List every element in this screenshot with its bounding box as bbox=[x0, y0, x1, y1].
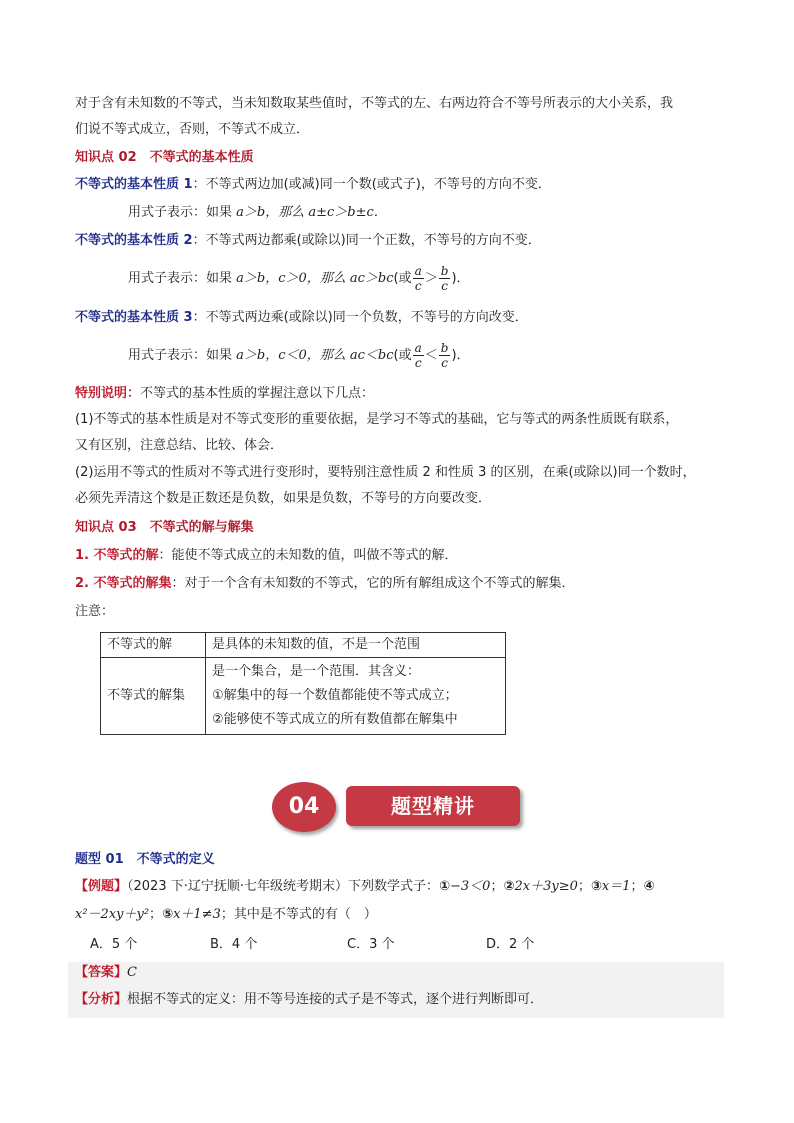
property-2-text: ：不等式两边都乘(或除以)同一个正数，不等号的方向不变． bbox=[192, 233, 541, 248]
denominator: c bbox=[414, 279, 422, 293]
denominator: c bbox=[441, 356, 448, 370]
expression-prefix: 用式子表示：如果 bbox=[128, 271, 237, 286]
answer-line bbox=[75, 963, 137, 983]
example-line-1: 【例题】（2023 下·辽宁抚顺·七年级统考期末）下列数学式子：①−3＜0；②2x＋3y≥0；③x＝1；④ bbox=[75, 879, 655, 894]
expression-prefix: 用式子表示：如果 bbox=[128, 348, 237, 363]
intro-line-2: 们说不等式成立，否则，不等式不成立． bbox=[75, 122, 310, 137]
analysis-tag: 【分析】 bbox=[75, 992, 128, 1007]
section-title-banner: 题型精讲 bbox=[346, 786, 520, 826]
answer-tag: 【答案】 bbox=[75, 965, 128, 980]
example-question: ；其中是不等式的有（ ） bbox=[220, 907, 377, 922]
section-number-badge: 04 bbox=[272, 782, 336, 832]
table-row bbox=[101, 633, 506, 658]
expression-or: (或 bbox=[393, 271, 412, 286]
example-line-2: x²－2xy＋y²；⑤x＋1≠3；其中是不等式的有（ ） bbox=[75, 907, 377, 922]
item-marker: ④ bbox=[643, 879, 655, 894]
definition-1-text: ：能使不等式成立的未知数的值，叫做不等式的解． bbox=[158, 548, 458, 563]
property-1-title: 不等式的基本性质 1 bbox=[75, 177, 193, 192]
numerator: b bbox=[440, 264, 449, 278]
item-marker: ③ bbox=[590, 879, 602, 894]
expression-math: a＞b，那么 a±c＞b±c． bbox=[236, 205, 387, 220]
question-type-01-heading: 题型 01 不等式的定义 bbox=[75, 852, 215, 867]
special-note-p1-line-2: 又有区别，注意总结、比较、体会． bbox=[75, 438, 284, 453]
special-note-p2-line-2: 必须先弄清这个数是正数还是负数，如果是负数，不等号的方向要改变． bbox=[75, 491, 492, 506]
relation: ＜ bbox=[424, 348, 438, 363]
property-3-title: 不等式的基本性质 3 bbox=[75, 310, 193, 325]
denominator: c bbox=[414, 356, 422, 370]
property-3-expression bbox=[128, 339, 470, 373]
definition-2-text: ：对于一个含有未知数的不等式，它的所有解组成这个不等式的解集． bbox=[171, 576, 575, 591]
special-note-p2-line-1: (2)运用不等式的性质对不等式进行变形时，要特别注意性质 2 和性质 3 的区别，在乘(或除以)同一个数时， bbox=[75, 465, 696, 480]
example-tag: 【例题】 bbox=[75, 879, 128, 894]
numerator: a bbox=[414, 341, 422, 355]
knowledge-point-02-heading: 知识点 02 不等式的基本性质 bbox=[75, 150, 254, 165]
special-note bbox=[75, 384, 374, 404]
relation: ＞ bbox=[424, 271, 438, 286]
fraction-b-over-c bbox=[439, 264, 451, 293]
table-cell bbox=[206, 658, 506, 735]
option-d: D．2 个 bbox=[486, 937, 535, 952]
expression: x＋1≠3 bbox=[173, 907, 221, 922]
expression-prefix: 用式子表示：如果 bbox=[128, 205, 237, 220]
analysis-line bbox=[75, 990, 543, 1010]
definition-1-label: 1. 不等式的解 bbox=[75, 548, 159, 563]
table-cell: 是具体的未知数的值，不是一个范围 bbox=[206, 633, 506, 658]
note-label: 注意： bbox=[75, 604, 115, 619]
expression: 2x＋3y≥0 bbox=[514, 879, 578, 894]
expression: −3＜0 bbox=[450, 879, 491, 894]
expression-end: )． bbox=[451, 271, 470, 286]
example-source: （2023 下·辽宁抚顺·七年级统考期末）下列数学式子： bbox=[127, 879, 439, 894]
expression-or: (或 bbox=[393, 348, 412, 363]
property-1-expression bbox=[128, 203, 387, 223]
table-row bbox=[101, 658, 506, 735]
expression-math: a＞b，c＞0，那么 ac＞bc bbox=[236, 271, 394, 286]
property-3-text: ：不等式两边乘(或除以)同一个负数，不等号的方向改变． bbox=[192, 310, 528, 325]
table-cell-line: ①解集中的每一个数值都能使不等式成立； bbox=[212, 688, 458, 703]
table-cell: 不等式的解 bbox=[101, 633, 206, 658]
property-2-expression bbox=[128, 262, 470, 296]
expression-end: )． bbox=[451, 348, 470, 363]
numerator: b bbox=[440, 341, 449, 355]
item-marker: ⑤ bbox=[162, 907, 174, 922]
table-cell-line: 是一个集合，是一个范围．其含义： bbox=[212, 664, 421, 679]
table-cell: 不等式的解集 bbox=[101, 658, 206, 735]
definition-2 bbox=[75, 574, 575, 594]
fraction-a-over-c bbox=[413, 341, 424, 370]
special-note-text: 不等式的基本性质的掌握注意以下几点： bbox=[140, 386, 375, 401]
table-cell-line: ②能够使不等式成立的所有数值都在解集中 bbox=[212, 712, 458, 727]
numerator: a bbox=[414, 264, 422, 278]
property-3 bbox=[75, 308, 528, 328]
knowledge-point-03-heading: 知识点 03 不等式的解与解集 bbox=[75, 520, 254, 535]
fraction-b-over-c bbox=[439, 341, 451, 370]
item-marker: ① bbox=[439, 879, 451, 894]
special-note-p1-line-1: (1)不等式的基本性质是对不等式变形的重要依据，是学习不等式的基础，它与等式的两条性质既有联系， bbox=[75, 412, 679, 427]
expression: x²－2xy＋y² bbox=[75, 907, 150, 922]
note-table bbox=[100, 632, 506, 735]
answer-value: C bbox=[127, 965, 137, 980]
property-2 bbox=[75, 231, 541, 251]
denominator: c bbox=[441, 279, 448, 293]
special-note-label: 特别说明： bbox=[75, 386, 141, 401]
option-a: A．5 个 bbox=[90, 937, 138, 952]
intro-line-1: 对于含有未知数的不等式，当未知数取某些值时，不等式的左、右两边符合不等号所表示的大小关系，我 bbox=[75, 96, 674, 111]
option-c: C．3 个 bbox=[347, 937, 395, 952]
definition-1 bbox=[75, 546, 458, 566]
property-1-text: ：不等式两边加(或减)同一个数(或式子)，不等号的方向不变． bbox=[192, 177, 551, 192]
option-b: B．4 个 bbox=[210, 937, 258, 952]
definition-2-label: 2. 不等式的解集 bbox=[75, 576, 172, 591]
property-2-title: 不等式的基本性质 2 bbox=[75, 233, 193, 248]
fraction-a-over-c bbox=[413, 264, 424, 293]
analysis-text: 根据不等式的定义：用不等号连接的式子是不等式，逐个进行判断即可． bbox=[127, 992, 544, 1007]
expression-math: a＞b，c＜0，那么 ac＜bc bbox=[236, 348, 394, 363]
expression: x＝1 bbox=[601, 879, 631, 894]
property-1 bbox=[75, 175, 551, 195]
item-marker: ② bbox=[503, 879, 515, 894]
